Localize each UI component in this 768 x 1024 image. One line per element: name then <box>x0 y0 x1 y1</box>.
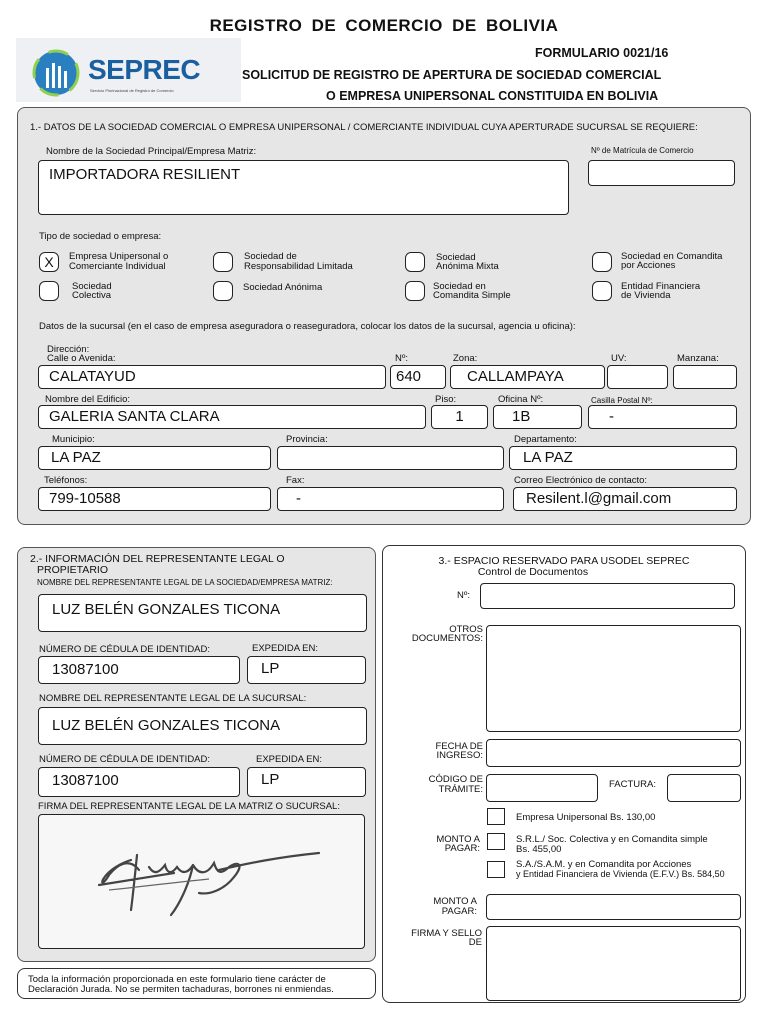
oficina-value: 1B <box>512 408 531 425</box>
rep-matriz-field[interactable] <box>38 594 367 632</box>
exp-value-2: LP <box>261 771 280 788</box>
monto-pagar-label-1: MONTO A <box>436 834 480 845</box>
section-3-heading: 3.- ESPACIO RESERVADO PARA USODEL SEPREC <box>438 555 690 567</box>
fecha-field[interactable] <box>486 739 741 767</box>
seprec-no-label: Nº: <box>457 590 470 601</box>
firma-sello-field[interactable] <box>486 926 741 1001</box>
edificio-field[interactable] <box>38 405 426 429</box>
option-3-checkbox[interactable] <box>487 861 505 878</box>
casilla-value: - <box>609 408 614 425</box>
subtitle-line-1: SOLICITUD DE REGISTRO DE APERTURA DE SOCIEDAD COMERCIAL <box>242 68 662 82</box>
company-field[interactable] <box>38 160 569 215</box>
casilla-label: Casilla Postal Nº: <box>591 396 653 405</box>
tipo-label-sam-2: Anónima Mixta <box>436 261 499 272</box>
casilla-field[interactable] <box>588 405 737 429</box>
tipo-label-colectiva-1: Sociedad <box>72 281 112 292</box>
signature-box[interactable] <box>38 814 365 949</box>
rep-matriz-value: LUZ BELÉN GONZALES TICONA <box>52 601 281 618</box>
exp-field-2[interactable] <box>247 767 366 797</box>
tipo-checkbox-srl[interactable] <box>213 252 233 272</box>
firma-sello-label-1: FIRMA Y SELLO <box>411 928 482 939</box>
uv-field[interactable] <box>607 365 668 389</box>
direccion-label: Dirección: <box>47 344 90 355</box>
calle-label: Calle o Avenida: <box>47 353 116 364</box>
option-2-label-2: Bs. 455,00 <box>516 844 562 855</box>
piso-field[interactable] <box>431 405 488 429</box>
firma-label: FIRMA DEL REPRESENTANTE LEGAL DE LA MATRIZ O SUCURSAL: <box>38 801 340 812</box>
ci-value-1: 13087100 <box>52 661 119 678</box>
tipo-label-srl-2: Responsabilidad Limitada <box>244 261 353 272</box>
ci-label-2: NÚMERO DE CÉDULA DE IDENTIDAD: <box>39 754 211 765</box>
oficina-label: Oficina Nº: <box>498 394 544 405</box>
option-1-label: Empresa Unipersonal Bs. 130,00 <box>516 812 656 823</box>
tipo-checkbox-anonima[interactable] <box>213 281 233 301</box>
calle-field[interactable] <box>38 365 386 389</box>
option-2-checkbox[interactable] <box>487 833 505 850</box>
tipo-label-unipersonal-1: Empresa Unipersonal o <box>69 251 169 262</box>
option-3-label-2: y Entidad Financiera de Vivienda (E.F.V.) Bs. 584,50 <box>516 869 725 879</box>
disclaimer-line-1: Toda la información proporcionada en este formulario tiene carácter de <box>28 974 326 985</box>
departamento-label: Departamento: <box>514 434 577 445</box>
factura-field[interactable] <box>667 774 741 802</box>
piso-value: 1 <box>455 408 464 425</box>
tipo-label: Tipo de sociedad o empresa: <box>39 231 162 242</box>
logo-subtext: Servicio Plurinacional de Registro de Comercio <box>90 88 174 93</box>
tipo-checkbox-sam[interactable] <box>405 252 425 272</box>
tipo-label-comandita-simple-1: Sociedad en <box>433 281 486 292</box>
fecha-label-2: INGRESO: <box>436 750 483 761</box>
codigo-field[interactable] <box>486 774 598 802</box>
rep-sucursal-label: NOMBRE DEL REPRESENTANTE LEGAL DE LA SUCURSAL: <box>39 693 307 704</box>
telefonos-value: 799-10588 <box>49 490 121 507</box>
manzana-label: Manzana: <box>677 353 719 364</box>
option-1-checkbox[interactable] <box>487 808 505 825</box>
fax-field[interactable] <box>277 487 504 511</box>
provincia-field[interactable] <box>277 446 504 470</box>
ci-field-2[interactable] <box>38 767 240 797</box>
exp-value-1: LP <box>261 660 280 677</box>
piso-label: Piso: <box>435 394 457 405</box>
municipio-value: LA PAZ <box>51 449 101 466</box>
logo-text: SEPREC <box>88 54 201 85</box>
tipo-label-unipersonal-2: Comerciante Individual <box>69 261 166 272</box>
option-3-label-1: S.A./S.A.M. y en Comandita por Acciones <box>516 859 692 870</box>
edificio-value: GALERIA SANTA CLARA <box>49 408 220 425</box>
seprec-logo <box>16 38 241 102</box>
tipo-checkbox-comandita-simple[interactable] <box>405 281 425 301</box>
tipo-label-efv-1: Entidad Financiera <box>621 281 701 292</box>
ci-value-2: 13087100 <box>52 772 119 789</box>
zona-field[interactable] <box>450 365 605 389</box>
monto-field[interactable] <box>486 894 741 920</box>
fecha-label-1: FECHA DE <box>435 741 483 752</box>
departamento-value: LA PAZ <box>523 449 573 466</box>
tipo-label-colectiva-2: Colectiva <box>72 290 112 301</box>
fax-label: Fax: <box>286 475 305 486</box>
uv-label: UV: <box>611 353 627 364</box>
calle-value: CALATAYUD <box>49 368 136 385</box>
seprec-no-field[interactable] <box>480 583 735 609</box>
section-2-heading-1: 2.- INFORMACIÓN DEL REPRESENTANTE LEGAL O <box>30 553 285 565</box>
numero-value: 640 <box>396 368 422 385</box>
tipo-label-efv-2: de Vivienda <box>621 290 671 301</box>
matricula-field[interactable] <box>588 160 735 186</box>
edificio-label: Nombre del Edificio: <box>45 394 131 405</box>
ci-label-1: NÚMERO DE CÉDULA DE IDENTIDAD: <box>39 644 211 655</box>
section-1-heading: 1.- DATOS DE LA SOCIEDAD COMERCIAL O EMPRESA UNIPERSONAL / COMERCIANTE INDIVIDUAL CUYA APERTURADE SUCURSAL SE REQUIERE: <box>30 122 698 133</box>
page-title: REGISTRO DE COMERCIO DE BOLIVIA <box>209 16 559 35</box>
tipo-checkbox-colectiva[interactable] <box>39 281 59 301</box>
fax-value: - <box>296 490 301 507</box>
tipo-label-srl-1: Sociedad de <box>244 251 297 262</box>
otros-field[interactable] <box>486 625 741 732</box>
disclaimer-line-2: Declaración Jurada. No se permiten tachaduras, borrones ni enmiendas. <box>28 984 334 995</box>
tipo-label-comandita-simple-2: Comandita Simple <box>433 290 511 301</box>
tipo-checkbox-unipersonal[interactable]: X <box>39 252 59 272</box>
tipo-label-comandita-acciones-1: Sociedad en Comandita <box>621 251 723 262</box>
monto-label-1: MONTO A <box>433 896 477 907</box>
numero-field[interactable] <box>390 365 446 389</box>
otros-label-2: DOCUMENTOS: <box>411 633 483 644</box>
form-number: FORMULARIO 0021/16 <box>535 46 669 60</box>
codigo-label-1: CÓDIGO DE <box>428 774 483 785</box>
option-2-label-1: S.R.L./ Soc. Colectiva y en Comandita simple <box>516 834 708 845</box>
company-value: IMPORTADORA RESILIENT <box>49 166 241 183</box>
section-3-subheading: Control de Documentos <box>477 566 589 578</box>
correo-label: Correo Electrónico de contacto: <box>514 475 648 486</box>
manzana-field[interactable] <box>673 365 737 389</box>
oficina-field[interactable] <box>493 405 582 429</box>
monto-pagar-label-2: PAGAR: <box>444 843 480 854</box>
telefonos-field[interactable] <box>38 487 271 511</box>
exp-field-1[interactable] <box>247 656 366 684</box>
tipo-checkbox-efv[interactable] <box>592 281 612 301</box>
otros-label-1: OTROS <box>449 624 483 635</box>
codigo-label-2: TRÁMITE: <box>438 784 483 795</box>
tipo-label-sam-1: Sociedad <box>436 252 476 263</box>
rep-matriz-label: NOMBRE DEL REPRESENTANTE LEGAL DE LA SOCIEDAD/EMPRESA MATRIZ: <box>37 578 333 587</box>
ci-field-1[interactable] <box>38 656 240 684</box>
factura-label: FACTURA: <box>609 779 656 790</box>
firma-sello-label-2: DE <box>468 937 482 948</box>
municipio-label: Municipio: <box>52 434 95 445</box>
rep-sucursal-value: LUZ BELÉN GONZALES TICONA <box>52 717 281 734</box>
zona-label: Zona: <box>453 353 478 364</box>
correo-field[interactable] <box>513 487 737 511</box>
departamento-field[interactable] <box>509 446 737 470</box>
tipo-label-anonima-1: Sociedad Anónima <box>243 282 323 293</box>
disclaimer-box <box>17 968 376 999</box>
zona-value: CALLAMPAYA <box>467 368 564 385</box>
provincia-label: Provincia: <box>286 434 328 445</box>
sucursal-label: Datos de la sucursal (en el caso de empresa aseguradora o reaseguradora, colocar los datos de la sucursal, agencia u oficina): <box>39 321 576 332</box>
rep-sucursal-field[interactable] <box>38 707 367 745</box>
subtitle-line-2: O EMPRESA UNIPERSONAL CONSTITUIDA EN BOLIVIA <box>326 89 659 103</box>
signature-icon <box>39 815 364 948</box>
tipo-label-comandita-acciones-2: por Acciones <box>621 260 676 271</box>
numero-label: Nº: <box>395 353 408 364</box>
telefonos-label: Teléfonos: <box>44 475 88 486</box>
company-label: Nombre de la Sociedad Principal/Empresa Matriz: <box>46 146 257 157</box>
exp-label-1: EXPEDIDA EN: <box>252 643 318 654</box>
matricula-label: Nº de Matrícula de Comercio <box>591 146 694 155</box>
exp-label-2: EXPEDIDA EN: <box>256 754 322 765</box>
municipio-field[interactable] <box>38 446 271 470</box>
section-2-heading-2: PROPIETARIO <box>37 564 108 576</box>
monto-label-2: PAGAR: <box>441 906 477 917</box>
tipo-checkbox-comandita-acciones[interactable] <box>592 252 612 272</box>
correo-value: Resilent.l@gmail.com <box>526 490 672 507</box>
